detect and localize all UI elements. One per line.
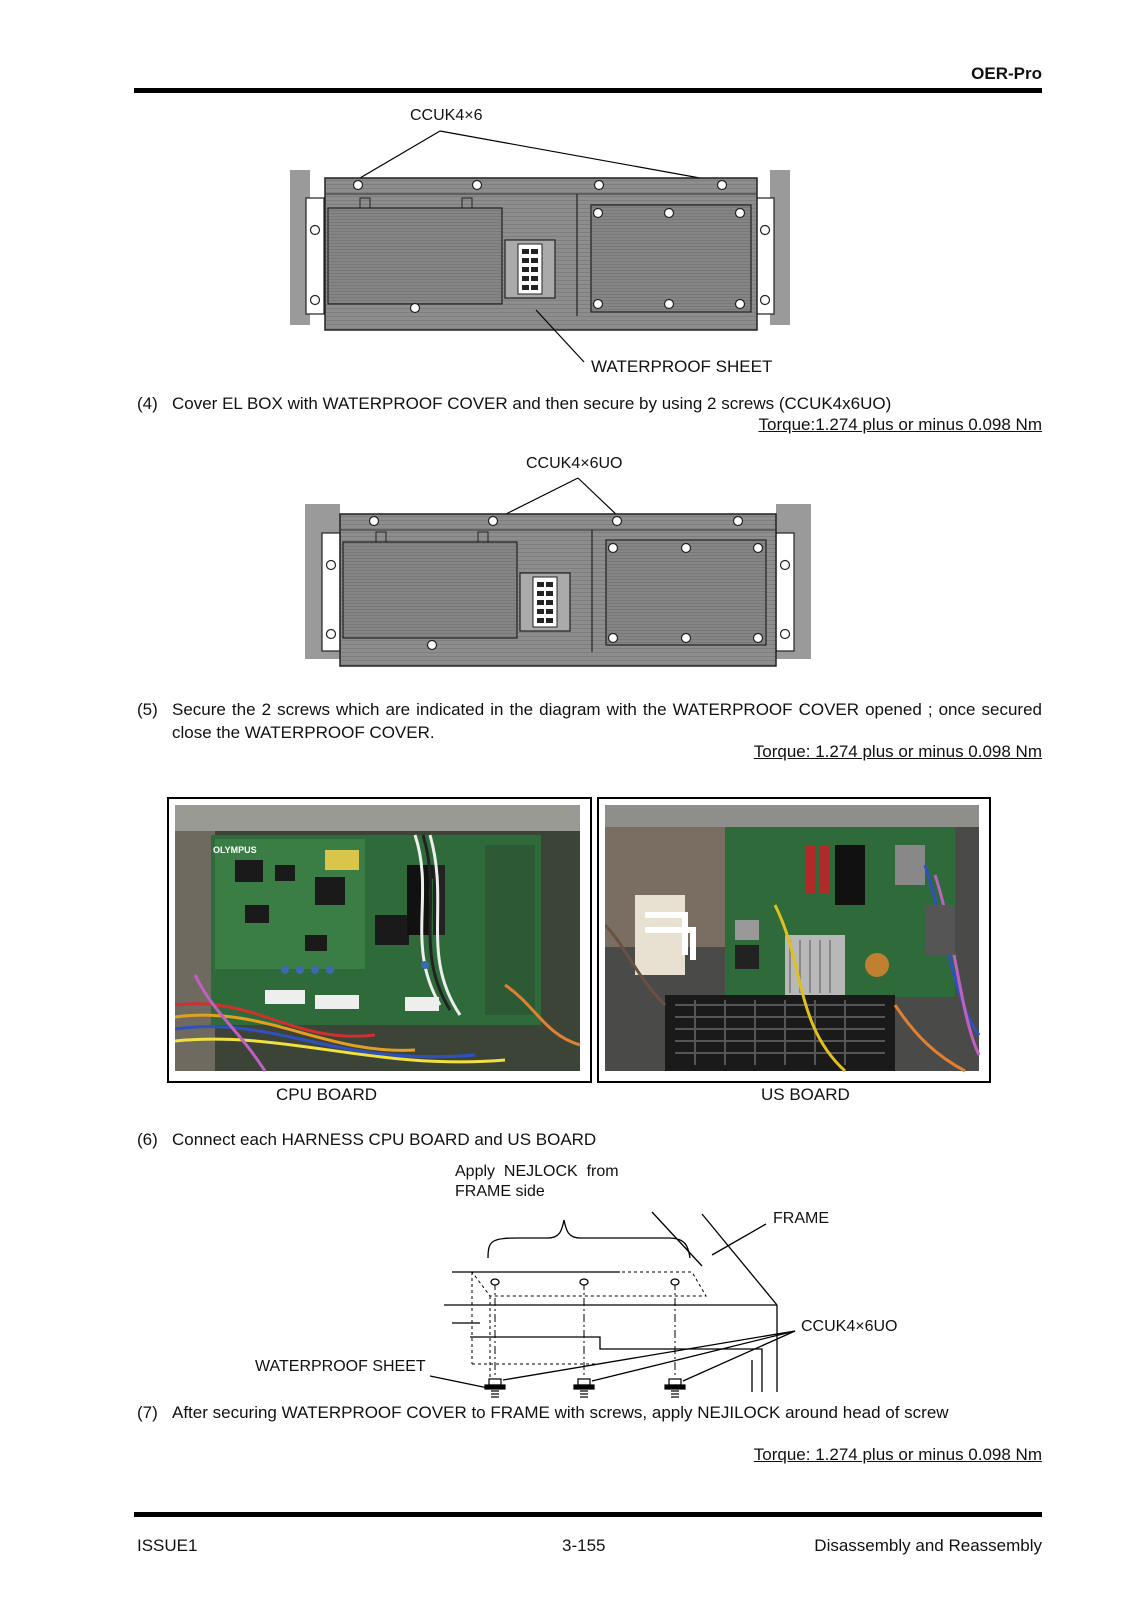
fig1-waterproof-sheet-label: WATERPROOF SHEET: [591, 357, 773, 376]
step-6-text: Connect each HARNESS CPU BOARD and US BOARD: [172, 1130, 597, 1149]
step-7-torque: Torque: 1.274 plus or minus 0.098 Nm: [753, 1445, 1042, 1464]
footer-section: Disassembly and Reassembly: [814, 1536, 1042, 1555]
document-header-title: OER-Pro: [971, 64, 1042, 83]
step-6-number: (6): [137, 1130, 158, 1149]
fig2-screw-label: CCUK4×6UO: [526, 455, 623, 472]
cpu-board-caption: CPU BOARD: [276, 1085, 378, 1104]
step-4-torque: Torque:1.274 plus or minus 0.098 Nm: [758, 415, 1042, 434]
step-5-text: Secure the 2 screws which are indicated in the diagram with the WATERPROOF COVER opened ; once secured close the WATERPROOF COVER.: [172, 700, 1042, 742]
step-5-number: (5): [137, 700, 158, 719]
footer-rule: [134, 1512, 1042, 1517]
step-4-text: Cover EL BOX with WATERPROOF COVER and then secure by using 2 screws (CCUK4x6UO): [172, 394, 892, 413]
fig3-nejilock-note-line1: Apply NEJLOCK from: [455, 1163, 619, 1180]
fig1-screw-label: CCUK4×6: [410, 107, 483, 124]
step-4-number: (4): [137, 394, 158, 413]
fig3-frame-label: FRAME: [773, 1210, 829, 1227]
us-board-caption: US BOARD: [761, 1085, 850, 1104]
olympus-logo: OLYMPUS: [213, 845, 257, 855]
fig3-waterproof-sheet-label: WATERPROOF SHEET: [255, 1358, 426, 1375]
step-7-text: After securing WATERPROOF COVER to FRAME with screws, apply NEJILOCK around head of screw: [172, 1403, 949, 1422]
step-5-torque: Torque: 1.274 plus or minus 0.098 Nm: [753, 742, 1042, 761]
fig3-nejilock-note-line2: FRAME side: [455, 1183, 545, 1200]
footer-page-number: 3-155: [562, 1536, 606, 1555]
step-7: [137, 1401, 1042, 1424]
footer-issue: ISSUE1: [137, 1536, 198, 1555]
fig3-screw-label: CCUK4×6UO: [801, 1318, 898, 1335]
step-7-number: (7): [137, 1403, 158, 1422]
